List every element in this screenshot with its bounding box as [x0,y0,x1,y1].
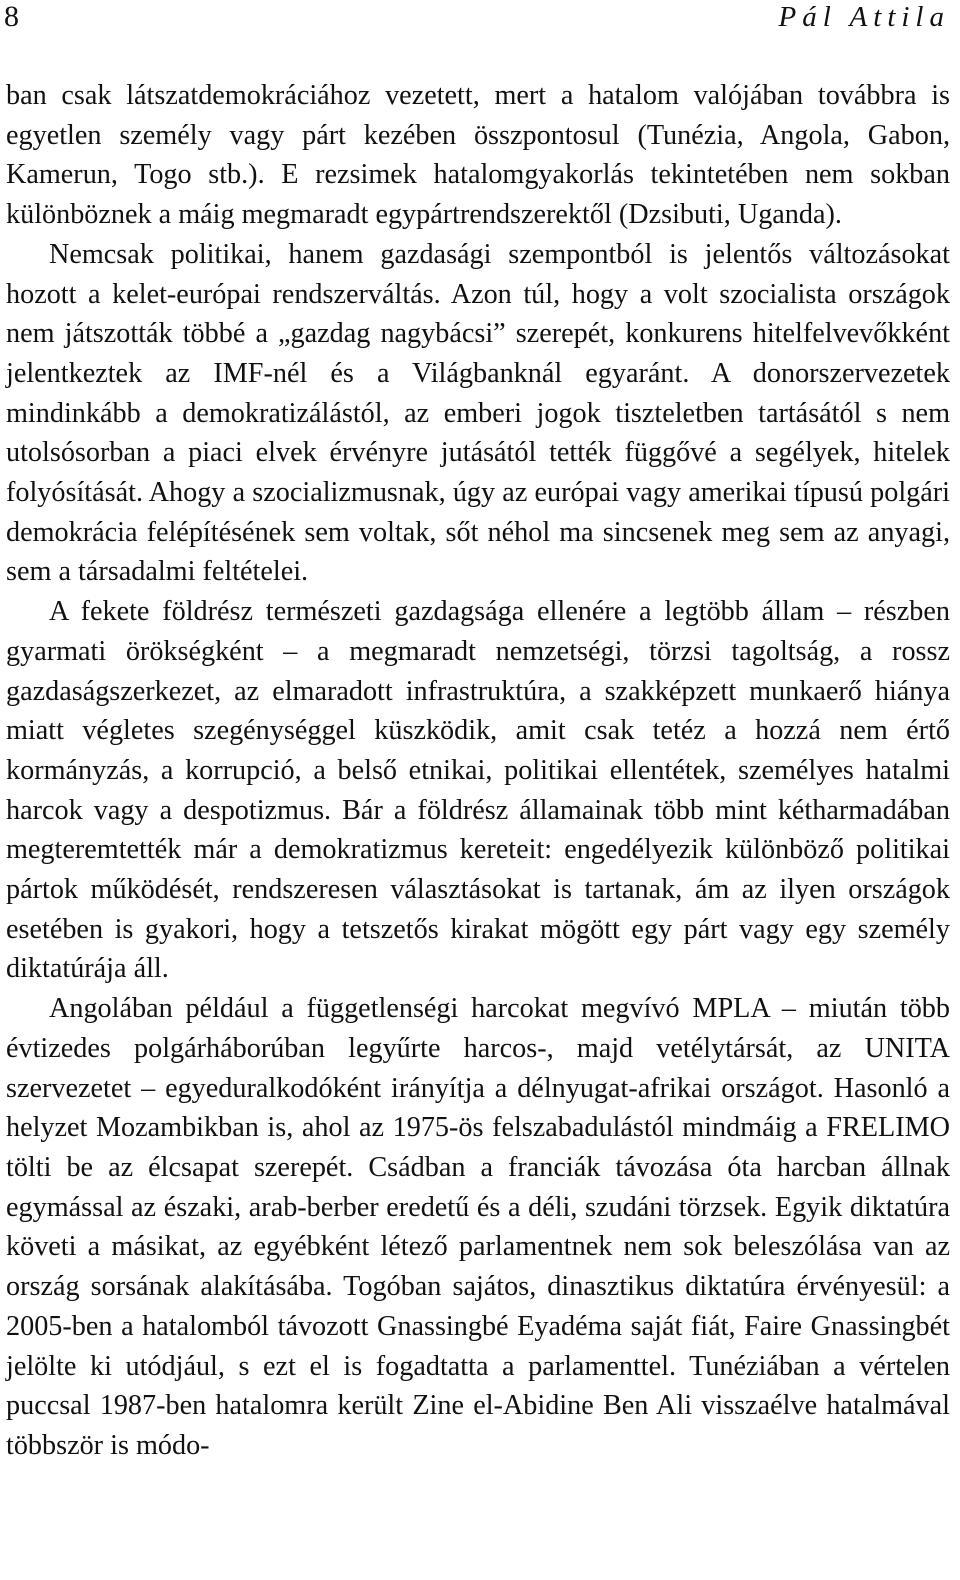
paragraph: A fekete földrész természeti gazdagsága ellenére a legtöbb állam – részben gyarmati örökségként – a megmaradt nemzetségi, törzsi tagoltság, a rossz gazdaságszerkezet, az elmaradott infrastruktúra, a szakképzett munkaerő hiánya miatt végletes szegénységgel küszködik, amit csak tetéz a hozzá nem értő kormányzás, a korrupció, a belső etnikai, politikai ellentétek, személyes hatalmi harcok vagy a despotizmus. Bár a földrész államainak több mint kétharmadában megteremtették már a demokratizmus kereteit: engedélyezik különböző politikai pártok működését, rendszeresen választásokat is tartanak, ám az ilyen országok esetében is gyakori, hogy a tetszetős kirakat mögött egy párt vagy egy személy diktatúrája áll. [6,596,950,985]
paragraph: Nemcsak politikai, hanem gazdasági szempontból is jelentős változásokat hozott a kelet-európai rendszerváltás. Azon túl, hogy a volt szocialista országok nem játszották többé a „gazdag nagybácsi” szerepét, konkurens hitelfelvevőkként jelentkeztek az IMF-nél és a Világbanknál egyaránt. A donorszervezetek mindinkább a demokratizálástól, az emberi jogok tiszteletben tartásától s nem utolsósorban a piaci elvek érvényre jutásától tették függővé a segélyek, hitelek folyósítását. Ahogy a szocializmusnak, úgy az európai vagy amerikai típusú polgári demokrácia felépítésének sem voltak, sőt néhol ma sincsenek meg sem az anyagi, sem a társadalmi feltételei. [6,238,950,588]
page-number: 8 [4,0,19,33]
running-head: Pál Attila [778,1,950,33]
paragraph-continuation: ban csak látszatdemokráciához vezetett, mert a hatalom valójában továbbra is egyetlen személy vagy párt kezében összpontosul (Tunézia, Angola, Gabon, Kamerun, Togo stb.). E rezsimek hatalomgyakorlás tekintetében nem sokban különböznek a máig megmaradt egypártrendszerektől (Dzsibuti, Uganda). [6,80,950,231]
paragraph: Angolában például a függetlenségi harcokat megvívó MPLA – miután több évtizedes polgárháborúban legyűrte harcos-, majd vetélytársát, az UNITA szervezetet – egyeduralkodóként irányítja a délnyugat-afrikai országot. Hasonló a helyzet Mozambikban is, ahol az 1975-ös felszabadulástól mindmáig a FRELIMO tölti be az élcsapat szerepét. Csádban a franciák távozása óta harcban állnak egymással az északi, arab-berber eredetű és a déli, szudáni törzsek. Egyik diktatúra követi a másikat, az egyébként létező parlamentnek nem sok beleszólása van az ország sorsának alakításába. Togóban sajátos, dinasztikus diktatúra érvényesül: a 2005-ben a hatalomból távozott Gnassingbé Eyadéma saját fiát, Faire Gnassingbét jelölte ki utódjául, s ezt el is fogadtatta a parlamenttel. Tunéziában a vértelen puccsal 1987-ben hatalomra került Zine el-Abidine Ben Ali visszaélve hatalmával többször is módo- [6,993,950,1461]
body-text [6,76,950,1466]
